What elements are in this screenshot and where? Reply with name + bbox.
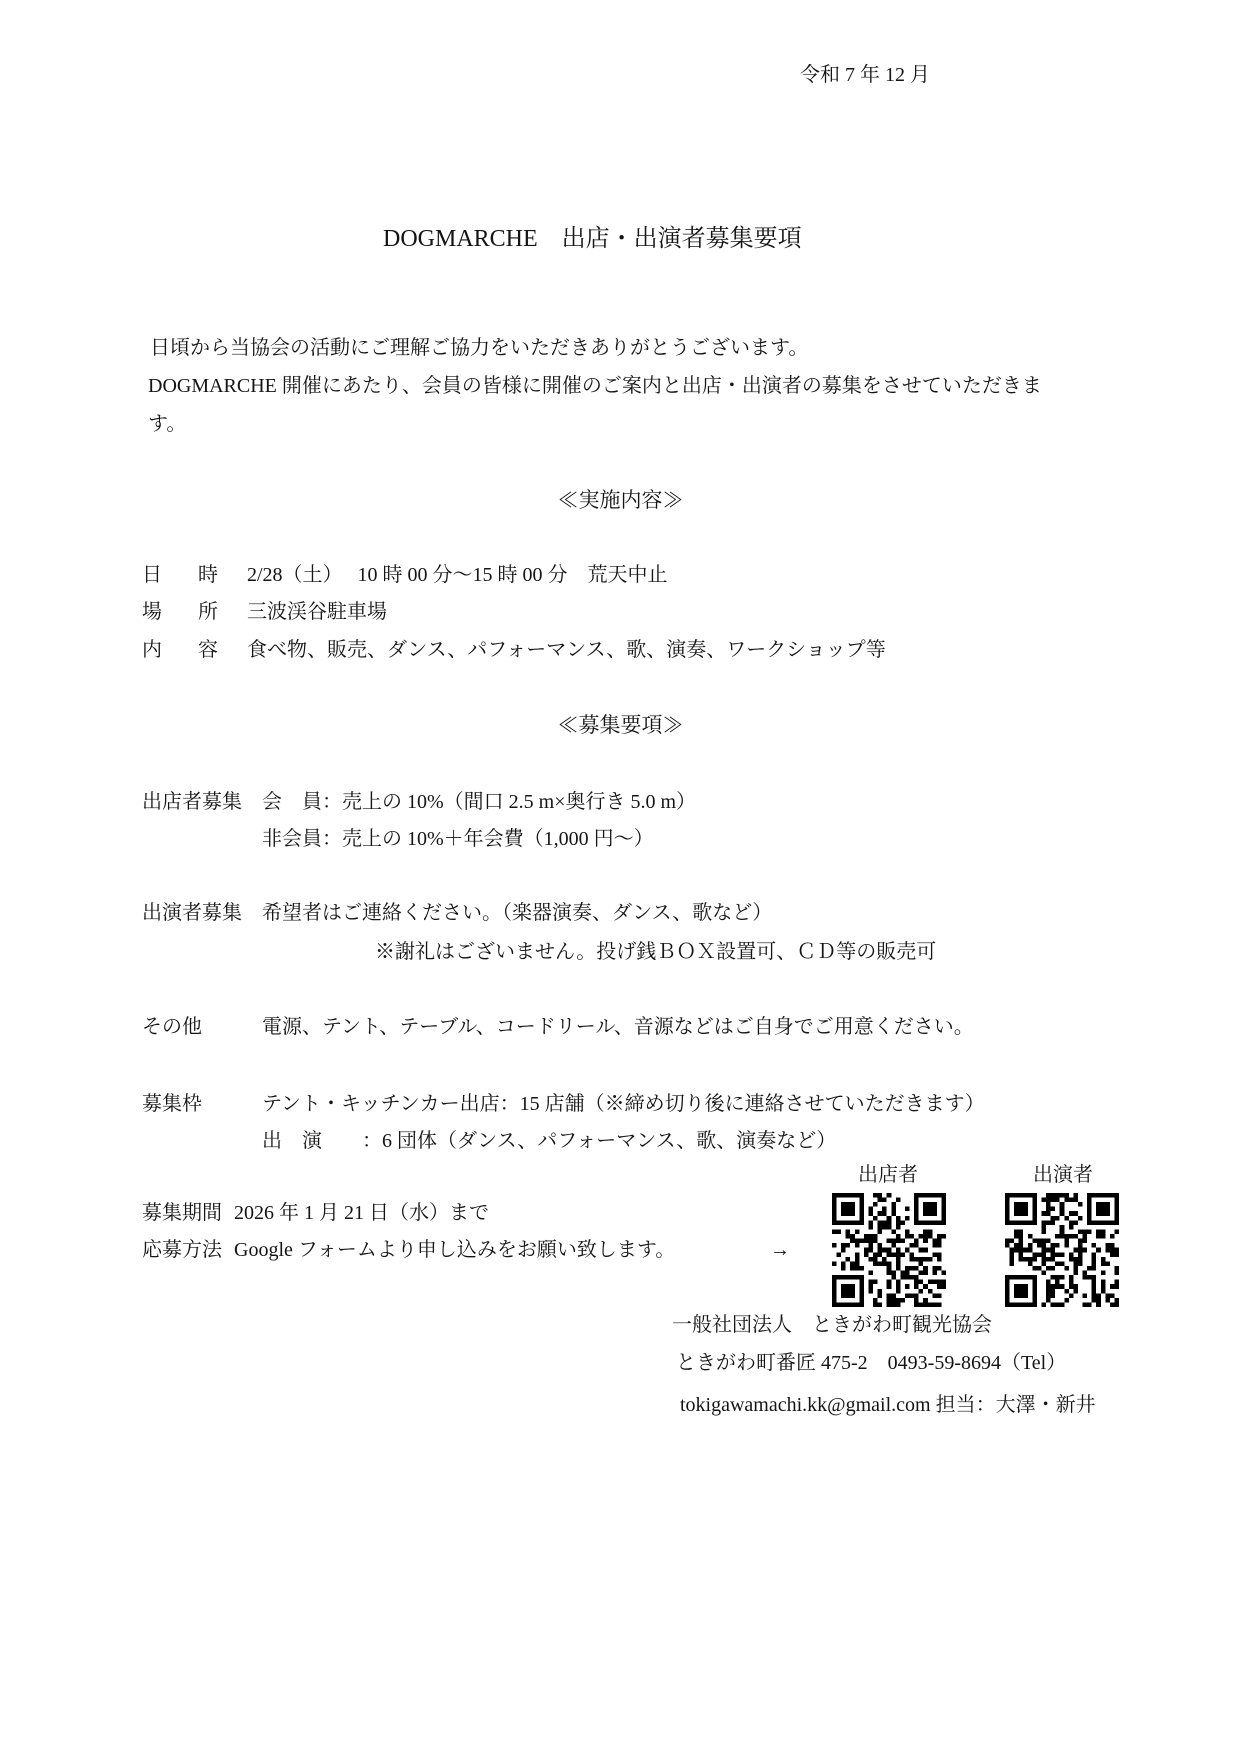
performers-line-2: ※謝礼はございません。投げ銭ＢＯＸ設置可、ＣＤ等の販売可 [375,941,937,963]
footer-email-contact: tokigawamachi.kk@gmail.com 担当：大澤・新井 [680,1394,1096,1416]
info-row-datetime [142,562,668,589]
row-value-content: 食べ物、販売、ダンス、パフォーマンス、歌、演奏、ワークショップ等 [247,639,886,661]
row-label-char: 所 [198,601,218,623]
performers-label: 出演者募集 [142,902,242,924]
row-label-char: 場 [142,601,162,623]
shops-line-1: 会 員：売上の 10%（間口 2.5 m×奥行き 5.0 m） [262,791,697,813]
period-label: 募集期間 [142,1202,222,1224]
period-value: 2026 年 1 月 21 日（水）まで [234,1202,489,1224]
shops-line-2: 非会員：売上の 10%＋年会費（1,000 円～） [262,828,654,850]
qr-label-performer: 出演者 [1033,1164,1093,1186]
row-label-char: 日 [142,564,162,586]
others-label: その他 [142,1016,202,1038]
qr-label-shop: 出店者 [858,1164,918,1186]
method-value: Google フォームより申し込みをお願い致します。 [234,1239,676,1261]
shops-label: 出店者募集 [142,791,242,813]
document-date: 令和 7 年 12 月 [800,64,930,86]
row-label-content [142,637,218,664]
footer-organization: 一般社団法人 ときがわ町観光協会 [672,1314,992,1336]
row-value-place: 三波渓谷駐車場 [247,601,387,623]
arrow-right-icon: → [770,1239,790,1261]
slots-label: 募集枠 [142,1093,202,1115]
row-label-datetime [142,562,218,589]
page-title: DOGMARCHE 出店・出演者募集要項 [383,226,802,252]
slots-line-2: 出 演 ：6 団体（ダンス、パフォーマンス、歌、演奏など） [262,1130,837,1152]
intro-line-3: す。 [148,413,187,435]
row-label-place [142,599,218,626]
info-row-place [142,599,387,626]
slots-line-1: テント・キッチンカー出店：15 店舗（※締め切り後に連絡させていただきます） [262,1093,985,1115]
qr-code-performer [1005,1193,1119,1307]
intro-line-2: DOGMARCHE 開催にあたり、会員の皆様に開催のご案内と出店・出演者の募集をさせていただきま [148,375,1042,397]
row-label-char: 時 [198,564,218,586]
method-label: 応募方法 [142,1239,222,1261]
row-label-char: 容 [198,639,218,661]
others-value: 電源、テント、テーブル、コードリール、音源などはご自身でご用意ください。 [262,1016,974,1038]
info-row-content [142,637,886,664]
footer-address-phone: ときがわ町番匠 475-2 0493-59-8694（Tel） [676,1352,1067,1374]
qr-code-shop [832,1193,946,1307]
section-heading-implementation: ≪実施内容≫ [557,488,684,512]
performers-line-1: 希望者はご連絡ください。（楽器演奏、ダンス、歌など） [262,902,773,924]
row-label-char: 内 [142,639,162,661]
row-value-datetime: 2/28（土） 10 時 00 分～15 時 00 分 荒天中止 [247,564,668,586]
intro-line-1: 日頃から当協会の活動にご理解ご協力をいただきありがとうございます。 [150,337,809,359]
section-heading-recruitment: ≪募集要項≫ [557,713,684,737]
